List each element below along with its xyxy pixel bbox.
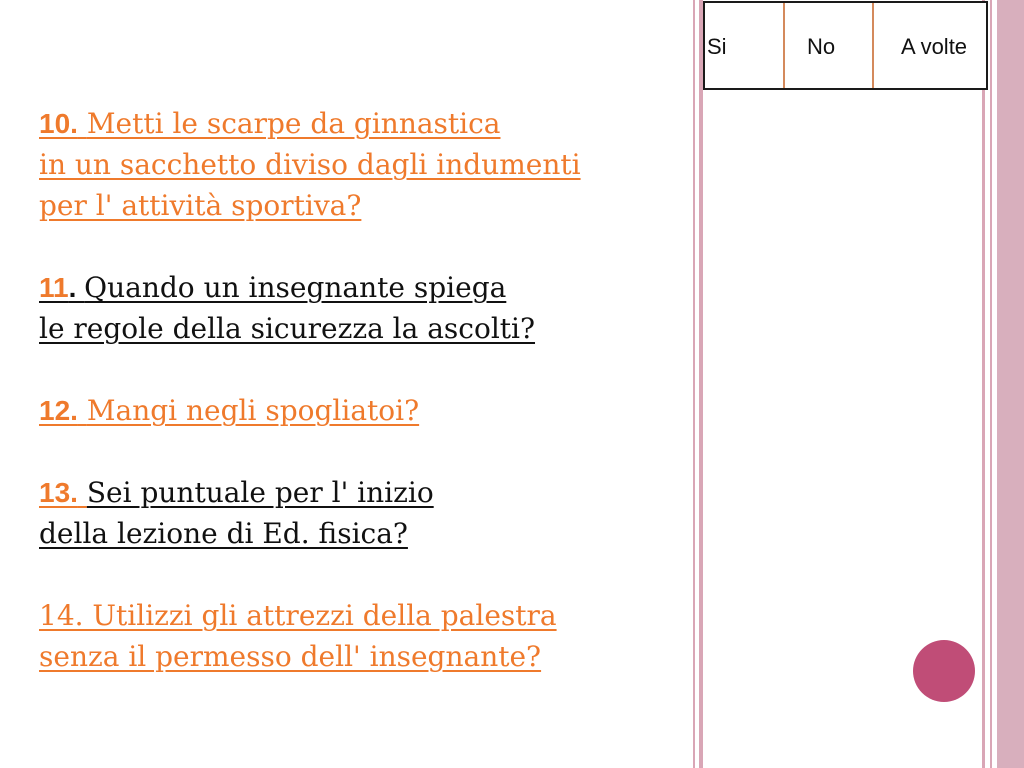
question-11 <box>39 267 679 349</box>
question-number: 12. <box>39 395 78 426</box>
question-line: per l' attività sportiva? <box>39 189 362 222</box>
question-12 <box>39 390 679 431</box>
question-14 <box>39 595 679 677</box>
question-text: Metti le scarpe da ginnastica <box>86 107 501 140</box>
answer-header-a-volte: A volte <box>901 34 968 59</box>
question-list <box>39 103 679 677</box>
question-line <box>39 390 679 431</box>
question-separator: . <box>68 272 85 303</box>
decorative-stripe <box>699 0 703 768</box>
question-text: Quando un insegnante spiega <box>84 271 507 304</box>
question-line <box>39 267 679 308</box>
answer-column-a-volte[interactable] <box>874 3 986 88</box>
question-text: Mangi negli spogliatoi? <box>86 394 420 427</box>
question-10 <box>39 103 679 226</box>
question-line: della lezione di Ed. fisica? <box>39 517 408 550</box>
question-text: Sei puntuale per l' inizio <box>86 476 434 509</box>
question-line <box>39 103 679 144</box>
question-number: 11 <box>39 272 69 303</box>
answer-column-si[interactable] <box>705 3 785 88</box>
question-line <box>39 472 679 513</box>
decorative-stripe <box>982 0 985 768</box>
question-13 <box>39 472 679 554</box>
decorative-stripe <box>693 0 695 768</box>
question-line: 14. Utilizzi gli attrezzi della palestra <box>39 599 557 632</box>
question-line: le regole della sicurezza la ascolti? <box>39 312 536 345</box>
answer-header-si: Si <box>707 34 727 59</box>
answer-column-no[interactable] <box>785 3 874 88</box>
decorative-side-band <box>997 0 1024 768</box>
question-line: senza il permesso dell' insegnante? <box>39 640 542 673</box>
decorative-circle <box>913 640 975 702</box>
question-number: 10. <box>39 108 78 139</box>
question-line: in un sacchetto diviso dagli indumenti <box>39 148 581 181</box>
answer-header-no: No <box>807 34 836 59</box>
answer-options-table <box>703 1 988 90</box>
decorative-stripe <box>990 0 992 768</box>
question-number: 13. <box>39 477 78 508</box>
